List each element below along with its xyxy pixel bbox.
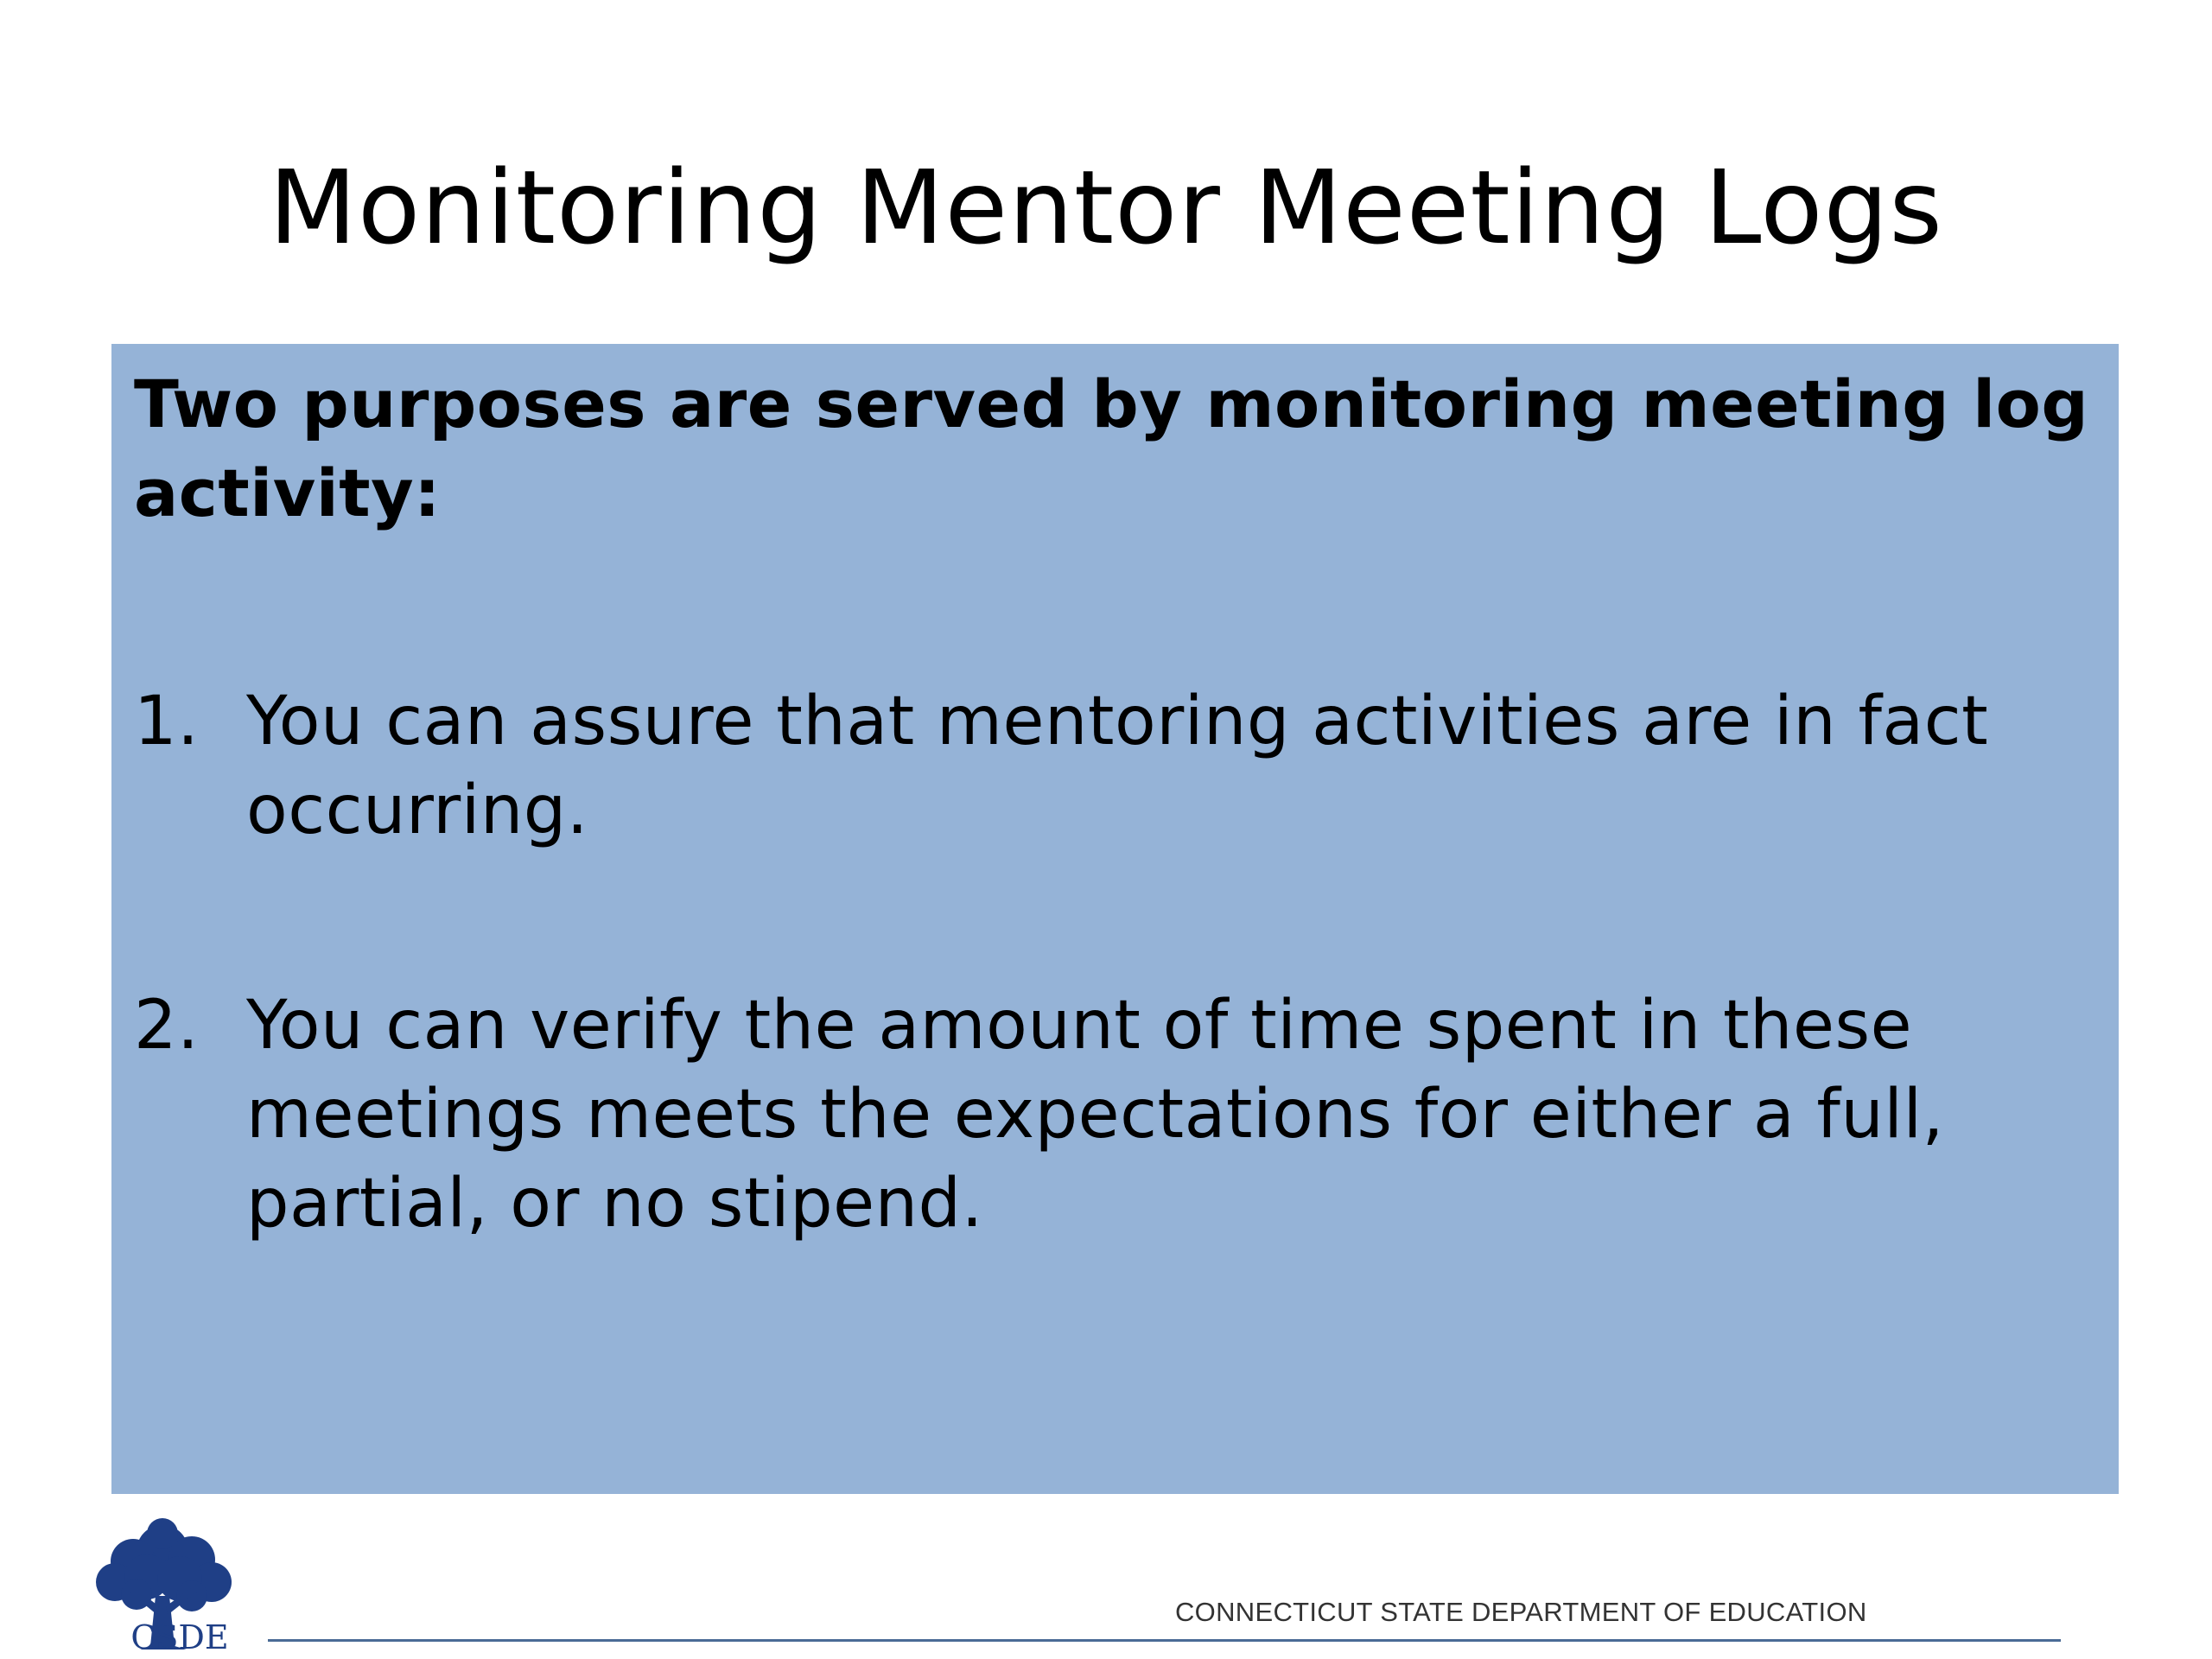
footer-divider: [268, 1639, 2061, 1642]
slide-title: Monitoring Mentor Meeting Logs: [269, 148, 1943, 267]
intro-text: Two purposes are served by monitoring meeting log activity:: [134, 365, 2089, 531]
purpose-item-1: [134, 677, 2094, 855]
purpose-list: [134, 677, 2094, 1249]
item-number: 2.: [134, 987, 200, 1065]
purpose-item-2: [134, 982, 2094, 1249]
content-box: [111, 344, 2119, 1494]
item-text: You can assure that mentoring activities are in fact occurring.: [246, 683, 1989, 849]
item-text: You can verify the amount of time spent in these meetings meets the expectations for either a full, partial, or no stipend.: [246, 987, 1944, 1243]
logo-text: CSDE: [130, 1618, 229, 1655]
csde-tree-logo: [76, 1516, 249, 1655]
footer-organization: CONNECTICUT STATE DEPARTMENT OF EDUCATION: [1175, 1597, 1867, 1627]
item-number: 1.: [134, 683, 200, 760]
